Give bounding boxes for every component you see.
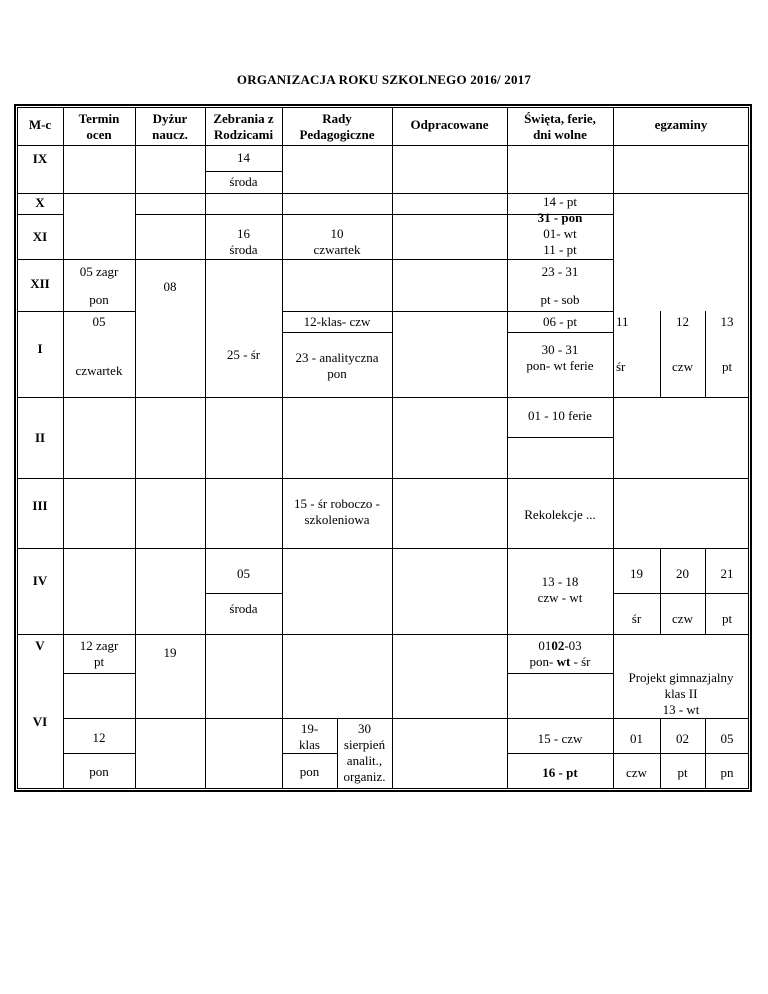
xi-parents-weekday: środa <box>229 242 258 257</box>
vi-council-b-line3: analit., <box>346 753 383 768</box>
i-exam-weekday-1: śr <box>616 359 626 374</box>
vi-council-b <box>337 721 392 785</box>
ix-parents-day: 14 <box>237 150 250 165</box>
vi-grades-day: 12 <box>92 730 106 745</box>
xi-council-weekday: czwartek <box>313 242 361 257</box>
i-council-b-line1: 23 - analityczna <box>295 350 379 365</box>
header-grades <box>63 111 135 143</box>
i-council-b <box>282 350 392 382</box>
iv-exam-day-1: 19 <box>630 566 643 581</box>
i-grades-weekday: czwartek <box>75 363 123 378</box>
header-holidays <box>507 111 613 143</box>
header-parents-line1: Zebrania z <box>213 111 274 126</box>
header-parents <box>205 111 282 143</box>
month-ii: II <box>34 430 46 445</box>
header-grades-line2: ocen <box>86 127 112 142</box>
vi-council-b-line2: sierpień <box>343 737 386 752</box>
header-exams: egzaminy <box>654 117 708 132</box>
vi-exam-weekday-1: czw <box>626 765 647 780</box>
iv-parents-day: 05 <box>237 566 250 581</box>
xii-holiday-range: 23 - 31 <box>541 264 579 279</box>
xii-duty: 08 <box>163 279 177 294</box>
v-duty: 19 <box>163 645 177 660</box>
month-vi: VI <box>32 714 48 729</box>
ix-parents-weekday: środa <box>229 174 258 189</box>
v-holiday-weekdays <box>507 654 613 670</box>
header-duty-line1: Dyżur <box>152 111 188 126</box>
v-holiday-date-1: 01 <box>538 638 552 653</box>
i-holiday-b <box>507 342 613 374</box>
ii-holiday: 01 - 10 ferie <box>528 408 592 423</box>
month-iv: IV <box>32 573 48 588</box>
iii-council-line1: 15 - śr roboczo - <box>294 496 380 511</box>
i-council-b-line2: pon <box>327 366 347 381</box>
iv-holiday-line1: 13 - 18 <box>541 574 579 589</box>
vi-exam-day-1: 01 <box>630 731 643 746</box>
i-holiday-a: 06 - pt <box>543 314 577 329</box>
i-parents: 25 - śr <box>226 347 261 362</box>
xi-holiday-b: 01- wt <box>543 226 577 241</box>
vi-council-b-line1: 30 <box>358 721 371 736</box>
xi-council-day: 10 <box>330 226 344 241</box>
header-duty-line2: naucz. <box>152 127 188 142</box>
vi-council-a-line2: klas <box>299 737 320 752</box>
month-xi: XI <box>32 229 48 244</box>
vi-council-b-line4: organiz. <box>343 769 386 784</box>
i-grades-day: 05 <box>92 314 106 329</box>
iv-exam-weekday-3: pt <box>721 611 733 626</box>
vi-project-line1: Projekt gimnazjalny <box>628 670 734 685</box>
v-holiday-date-2: 02 <box>551 638 565 653</box>
iv-exam-day-2: 20 <box>676 566 689 581</box>
month-iii: III <box>32 498 48 513</box>
iv-exam-weekday-2: czw <box>672 611 693 626</box>
header-parents-line2: Rodzicami <box>213 127 274 142</box>
vi-council-a-weekday: pon <box>299 764 320 779</box>
v-holiday-dates <box>507 638 613 654</box>
xi-parents <box>205 226 282 258</box>
header-grades-line1: Termin <box>78 111 120 126</box>
iii-council-line2: szkoleniowa <box>304 512 370 527</box>
i-exam-day-2: 12 <box>676 314 689 329</box>
iii-holiday: Rekolekcje ... <box>524 507 596 522</box>
xii-grades-day: 05 zagr <box>79 264 119 279</box>
xii-holiday-days: pt - sob <box>540 292 580 307</box>
header-councils-line1: Rady <box>322 111 352 126</box>
v-grades-weekday: pt <box>93 654 105 669</box>
v-holiday-weekday-2: wt <box>556 654 571 669</box>
header-duty <box>135 111 205 143</box>
iv-holiday <box>507 574 613 606</box>
vi-exam-day-2: 02 <box>676 731 689 746</box>
vi-grades-weekday: pon <box>89 764 109 779</box>
header-councils-line2: Pedagogiczne <box>299 127 375 142</box>
v-holiday-weekday-1: pon- <box>529 654 557 669</box>
xi-council <box>282 226 392 258</box>
xi-parents-day: 16 <box>237 226 250 241</box>
xi-holiday-a: 31 - pon <box>537 210 583 225</box>
month-x: X <box>35 195 45 210</box>
vi-council-a-line1: 19- <box>300 721 319 736</box>
iv-exam-weekday-1: śr <box>631 611 642 626</box>
page-title: ORGANIZACJA ROKU SZKOLNEGO 2016/ 2017 <box>236 72 532 87</box>
i-exam-weekday-3: pt <box>721 359 733 374</box>
iv-parents-weekday: środa <box>229 601 258 616</box>
i-holiday-b-line2: pon- wt ferie <box>526 358 594 373</box>
vi-project-line2: klas II <box>664 686 698 701</box>
header-month: M-c <box>28 117 52 132</box>
month-ix: IX <box>32 151 48 166</box>
i-exam-day-3: 13 <box>720 314 734 329</box>
x-holiday: 14 - pt <box>543 194 577 209</box>
header-councils <box>282 111 392 143</box>
header-holidays-line2: dni wolne <box>533 127 587 142</box>
iv-holiday-line2: czw - wt <box>537 590 583 605</box>
i-holiday-b-line1: 30 - 31 <box>541 342 579 357</box>
month-i: I <box>37 341 43 356</box>
vi-exam-weekday-3: pn <box>720 765 734 780</box>
vi-project <box>613 670 749 718</box>
header-holidays-line1: Święta, ferie, <box>524 111 596 126</box>
v-holiday-weekday-3: - śr <box>570 654 591 669</box>
month-v: V <box>35 638 45 653</box>
i-council-a: 12-klas- czw <box>303 314 371 329</box>
vi-holiday-a: 15 - czw <box>537 731 583 746</box>
vi-project-line3: 13 - wt <box>662 702 700 717</box>
xi-holiday-c: 11 - pt <box>543 242 577 257</box>
xii-grades-weekday: pon <box>89 292 109 307</box>
vi-council-a <box>282 721 337 753</box>
vi-exam-day-3: 05 <box>720 731 734 746</box>
header-makeup: Odpracowane <box>410 117 489 132</box>
iii-council <box>282 496 392 528</box>
i-exam-day-1: 11 <box>616 314 629 329</box>
iv-exam-day-3: 21 <box>720 566 734 581</box>
v-holiday-date-3: -03 <box>564 638 582 653</box>
vi-exam-weekday-2: pt <box>677 765 688 780</box>
month-xii: XII <box>30 276 50 291</box>
v-grades-day: 12 zagr <box>79 638 119 653</box>
vi-holiday-b: 16 - pt <box>542 765 578 780</box>
i-exam-weekday-2: czw <box>672 359 693 374</box>
